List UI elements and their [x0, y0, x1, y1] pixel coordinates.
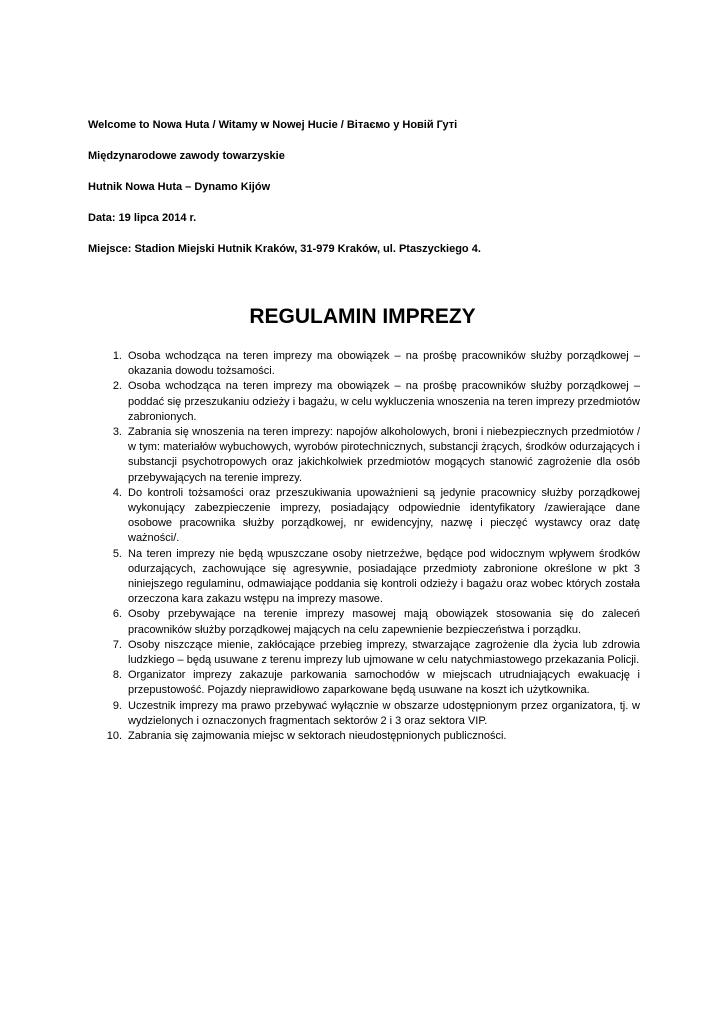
rule-text: Osoba wchodząca na teren imprezy ma obowiązek – na prośbę pracowników służby porządkowej – okazania dowodu tożsamości. [128, 350, 640, 378]
rule-item [100, 699, 640, 729]
rule-number: 1. [112, 350, 122, 362]
document-title: REGULAMIN IMPREZY [249, 305, 476, 328]
rule-text: Zabrania się zajmowania miejsc w sektorach nieudostępnionych publiczności. [128, 730, 507, 743]
match-line: Hutnik Nowa Huta – Dynamo Kijów [88, 181, 271, 193]
rule-text: Organizator imprezy zakazuje parkowania samochodów w miejscach utrudniających ewakuację i przepustowość. Pojazdy nieprawidłowo zaparkowane będą usuwane na koszt ich użytkownika. [128, 669, 640, 697]
rule-number: 3. [112, 426, 122, 439]
venue-line: Miejsce: Stadion Miejski Hutnik Kraków, 31-979 Kraków, ul. Ptaszyckiego 4. [88, 243, 481, 255]
rule-item [100, 668, 640, 698]
rule-text: Osoba wchodząca na teren imprezy ma obowiązek – na prośbę pracowników służby porządkowej – poddać się przeszukaniu odzieży i bagażu, w celu wykluczenia wnoszenia na teren imprezy przedmiotów zabronionych. [128, 380, 640, 423]
rule-item [100, 349, 640, 379]
rule-number: 9. [112, 699, 122, 712]
rule-number: 6. [112, 608, 122, 621]
rule-item [100, 638, 640, 668]
rule-number: 8. [112, 669, 122, 682]
rules-list [100, 349, 640, 744]
rule-number: 10. [106, 730, 122, 743]
date-line: Data: 19 lipca 2014 r. [88, 212, 197, 224]
rule-text: Osoby przebywające na terenie imprezy masowej mają obowiązek stosowania się do zaleceń pracowników służby porządkowej mających na celu zapewnienie bezpieczeństwa i porządku. [128, 608, 640, 636]
rule-item [100, 425, 640, 486]
rule-text: Osoby niszczące mienie, zakłócające przebieg imprezy, stwarzające zagrożenie dla życia lub zdrowia ludzkiego – będą usuwane z terenu imprezy lub ujmowane w celu natychmiastowego przekazania Policji. [128, 638, 640, 667]
rule-number: 2. [112, 380, 122, 393]
event-header [88, 118, 648, 273]
rule-text: Zabrania się wnoszenia na teren imprezy: napojów alkoholowych, broni i niebezpiecznych przedmiotów / w tym: materiałów wybuchowych, wyrobów pirotechnicznych, substancji żrących, środków odurzających i substancji psychotropowych oraz jakichkolwiek przedmiotów mogących stanowić zagrożenie dla osób przebywających na terenie imprezy. [128, 426, 640, 484]
rule-text: Do kontroli tożsamości oraz przeszukiwania upoważnieni są jedynie pracownicy służby porządkowej wykonujący zabezpieczenie imprezy, posiadający odpowiednie identyfikatory /zawierające dane osobowe pracownika służby porządkowej, nr ewidencyjny, nazwę i pieczęć wystawcy oraz datę ważności/. [128, 486, 640, 545]
rule-item [100, 379, 640, 425]
welcome-line: Welcome to Nowa Huta / Witamy w Nowej Hucie / Вітаємо у Новій Гуті [88, 119, 458, 131]
rule-item [100, 547, 640, 608]
rule-number: 4. [112, 486, 122, 499]
rule-item [100, 607, 640, 637]
rule-text: Na teren imprezy nie będą wpuszczane osoby nietrzeźwe, będące pod widocznym wpływem środków odurzających, zachowujące się agresywnie, posiadające przedmioty zabronione określone w pkt 3 niniejszego regulaminu, odmawiające poddania się kontroli odzieży i bagażu oraz wobec których została orzeczona kara zakazu wstępu na imprezy masowe. [128, 547, 640, 606]
rule-text: Uczestnik imprezy ma prawo przebywać wyłącznie w obszarze udostępnionym przez organizatora, tj. w wydzielonych i oznaczonych fragmentach sektorów 2 i 3 oraz sektora VIP. [128, 699, 640, 727]
rule-number: 7. [112, 638, 122, 651]
rule-number: 5. [112, 547, 122, 560]
event-type-line: Międzynarodowe zawody towarzyskie [88, 150, 285, 162]
rule-item [100, 729, 640, 744]
rule-item [100, 486, 640, 547]
